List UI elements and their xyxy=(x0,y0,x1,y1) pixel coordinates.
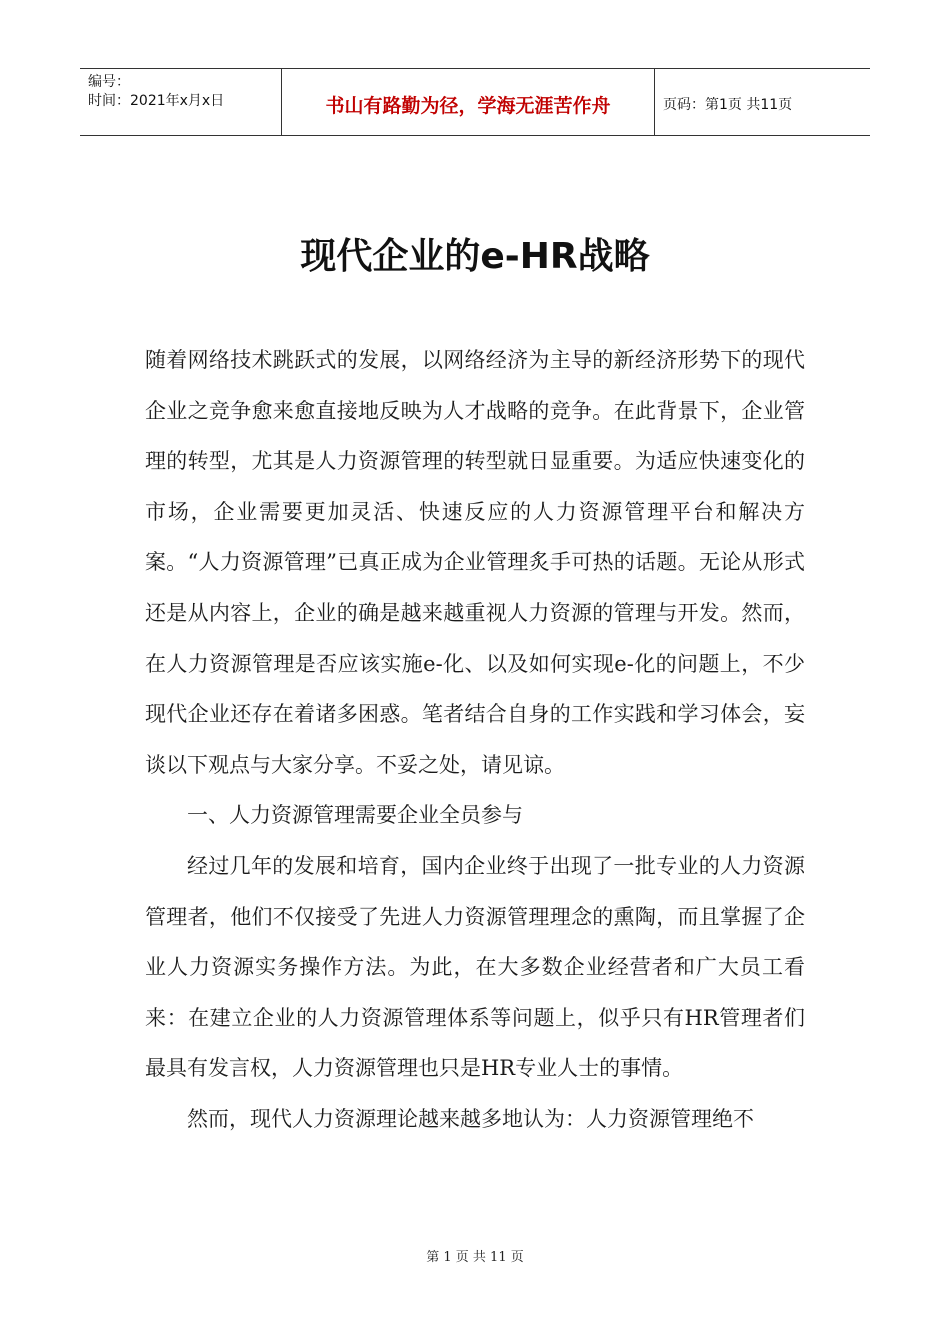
paragraph-intro: 随着网络技术跳跃式的发展，以网络经济为主导的新经济形势下的现代企业之竞争愈来愈直接地反映为人才战略的竞争。在此背景下，企业管理的转型，尤其是人力资源管理的转型就日显重要。为适应快速变化的市场，企业需要更加灵活、快速反应的人力资源管理平台和解决方案。“人力资源管理”已真正成为企业管理炙手可热的话题。无论从形式还是从内容上，企业的确是越来越重视人力资源的管理与开发。然而，在人力资源管理是否应该实施e-化、以及如何实现e-化的问题上，不少现代企业还存在着诸多困惑。笔者结合自身的工作实践和学习体会，妄谈以下观点与大家分享。不妥之处，请见谅。 xyxy=(145,348,805,777)
header-page-info: 页码：第1页 共11页 xyxy=(663,97,793,113)
section-heading-1: 一、人力资源管理需要企业全员参与 xyxy=(187,803,523,828)
document-number-label: 编号： xyxy=(88,74,130,90)
header-meta-cell xyxy=(80,69,281,135)
document-title: 现代企业的e-HR战略 xyxy=(300,236,650,277)
document-time-label: 时间：2021年x月x日 xyxy=(88,93,225,109)
page-footer: 第 1 页 共 11 页 xyxy=(426,1250,524,1265)
header-motto: 书山有路勤为径，学海无涯苦作舟 xyxy=(281,69,655,135)
paragraph-section-1: 经过几年的发展和培育，国内企业终于出现了一批专业的人力资源管理者，他们不仅接受了先进人力资源管理理念的熏陶，而且掌握了企业人力资源实务操作方法。为此，在大多数企业经营者和广大员工看来：在建立企业的人力资源管理体系等问题上，似乎只有HR管理者们最具有发言权，人力资源管理也只是HR专业人士的事情。 xyxy=(145,853,805,1081)
document-body xyxy=(145,335,805,1145)
paragraph-continuation: 然而，现代人力资源理论越来越多地认为：人力资源管理绝不 xyxy=(187,1106,754,1131)
header-table xyxy=(80,68,870,136)
